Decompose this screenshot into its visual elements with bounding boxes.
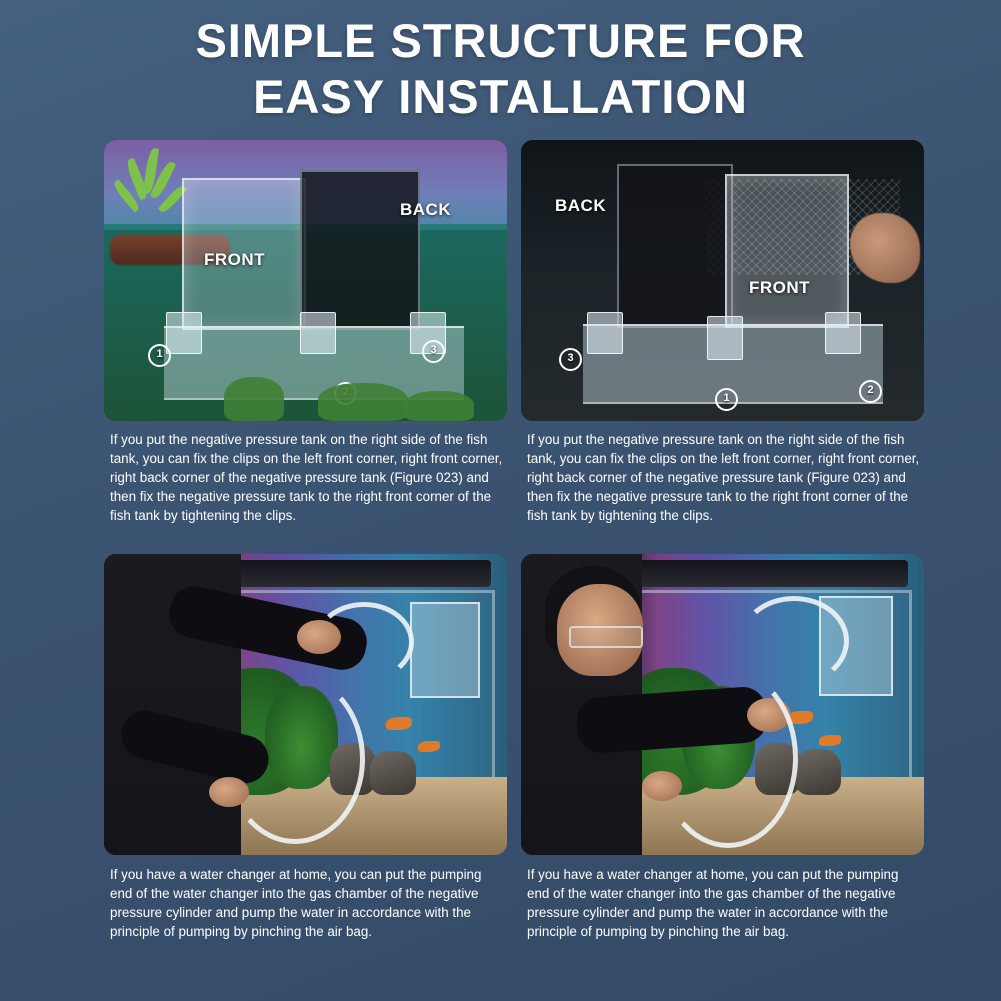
plant-foreground <box>224 377 284 421</box>
clip-2 <box>300 312 336 354</box>
fish <box>819 735 841 746</box>
page-title <box>0 0 1001 122</box>
label-back: BACK <box>400 200 452 219</box>
fish <box>386 717 412 730</box>
panel-top-right-caption: If you put the negative pressure tank on the right side of the fish tank, you can fix the clips on the left front corner, right front corner, right back corner of the negative pressure tank (Figure 023) and then fix the negative pressure tank to the right front corner of the fish tank by tightening the clips. <box>527 432 920 524</box>
clip-1 <box>707 316 743 360</box>
panel-top-right <box>521 140 924 550</box>
marker-1: 1 <box>715 388 738 411</box>
panel-bottom-left-image <box>104 554 507 855</box>
water-changer-hose <box>739 596 849 686</box>
label-front: FRONT <box>749 278 811 297</box>
negative-pressure-tank-back <box>617 164 733 328</box>
panel-bottom-left <box>104 554 507 965</box>
marker-3: 3 <box>422 340 445 363</box>
panel-top-left-image <box>104 140 507 421</box>
panel-top-left-caption: If you put the negative pressure tank on the right side of the fish tank, you can fix the clips on the left front corner, right front corner, right back corner of the negative pressure tank (Figure 023) and then fix the negative pressure tank to the right front corner of the fish tank by tightening the clips. <box>110 432 503 524</box>
clip-1 <box>166 312 202 354</box>
marker-1: 1 <box>148 344 171 367</box>
label-back: BACK <box>555 196 607 215</box>
headline-line-1: SIMPLE STRUCTURE FOR <box>195 14 806 67</box>
water-changer-hose <box>314 602 414 682</box>
aquarium-rock <box>370 751 416 795</box>
negative-pressure-tank-front <box>725 174 849 328</box>
clip-3 <box>587 312 623 354</box>
marker-3: 3 <box>559 348 582 371</box>
water-changer-hose <box>658 668 798 848</box>
panel-bottom-right-caption: If you have a water changer at home, you can put the pumping end of the water changer into the gas chamber of the negative pressure cylinder and pump the water in accordance with the principle of pumping by pinching the air bag. <box>527 867 899 940</box>
water-changer-hose <box>225 674 365 844</box>
clip-2 <box>825 312 861 354</box>
aquarium-rock <box>795 749 841 795</box>
eyeglasses-icon <box>569 626 643 648</box>
negative-pressure-tank <box>410 602 480 698</box>
headline-line-2: EASY INSTALLATION <box>253 69 748 123</box>
plant-foreground <box>404 391 474 421</box>
plant-foreground <box>318 383 408 421</box>
label-front: FRONT <box>204 250 266 269</box>
panel-grid <box>104 140 924 965</box>
marker-2: 2 <box>859 380 882 403</box>
panel-bottom-left-caption: If you have a water changer at home, you can put the pumping end of the water changer into the gas chamber of the negative pressure cylinder and pump the water in accordance with the principle of pumping by pinching the air bag. <box>110 867 482 940</box>
panel-top-left <box>104 140 507 550</box>
negative-pressure-tank-back <box>300 170 420 330</box>
panel-bottom-right-image <box>521 554 924 855</box>
panel-top-right-image <box>521 140 924 421</box>
panel-bottom-right <box>521 554 924 965</box>
fish <box>418 741 440 752</box>
panel-row-top <box>104 140 924 550</box>
panel-row-bottom <box>104 554 924 965</box>
